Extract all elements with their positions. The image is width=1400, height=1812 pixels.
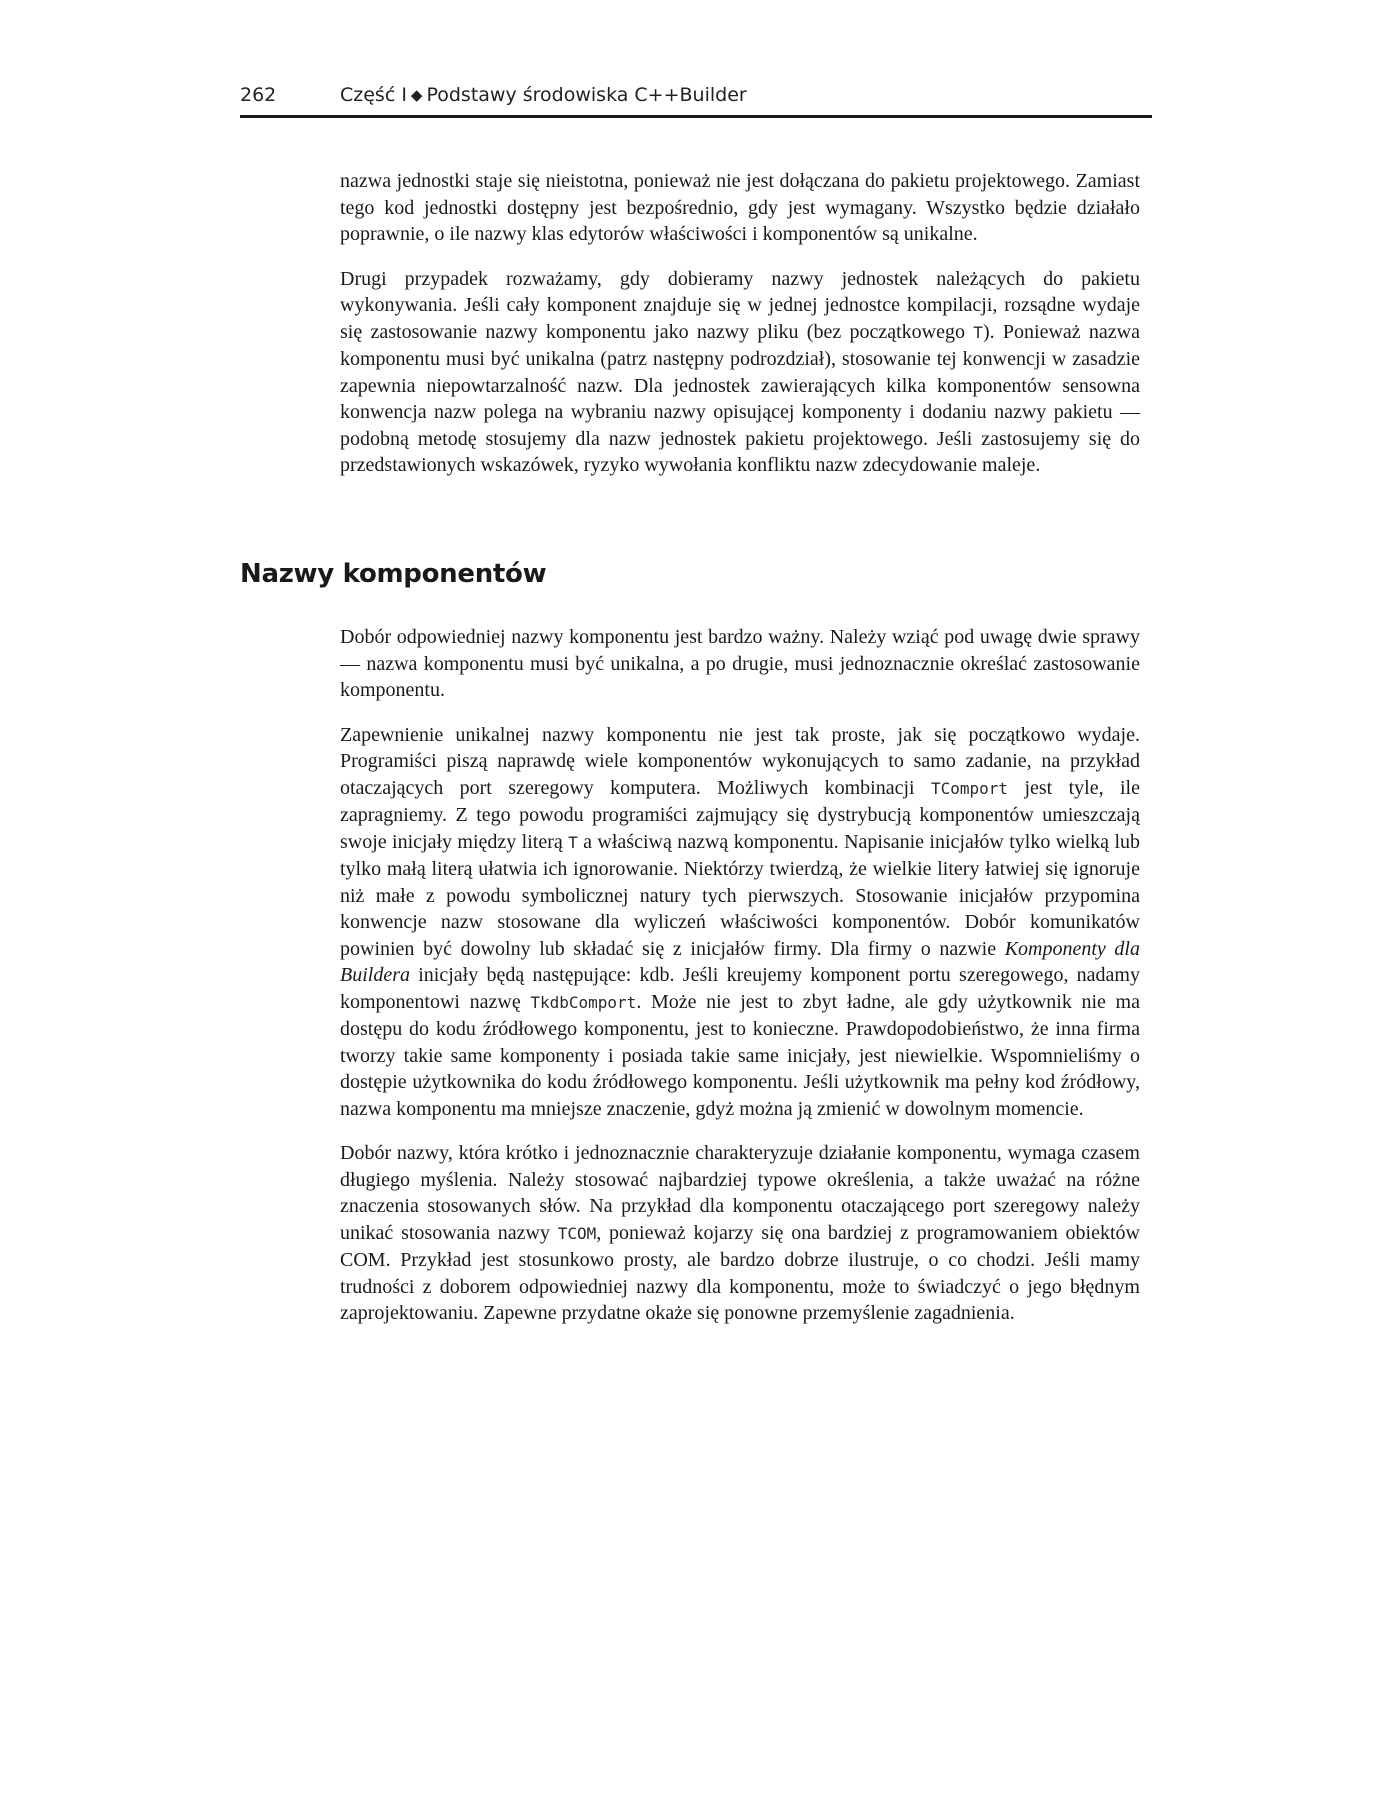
paragraph-2 [340,266,1140,479]
code-t-letter: T [568,832,578,852]
header-rule [240,115,1152,118]
paragraph-4-text-d: inicjały będą następujące: kdb. Jeśli kreujemy komponent portu szeregowego, nadamy komponentowi nazwę [340,964,1140,1013]
paragraph-1 [340,168,1140,248]
paragraph-4-text-a: Zapewnienie unikalnej nazwy komponentu nie jest tak proste, jak się początkowo wydaje. Programiści piszą naprawdę wiele komponentów wykonujących to samo zadanie, na przykład otaczających port szeregowy komputera. Możliwych kombinacji [340,723,1140,799]
paragraph-5 [340,1140,1140,1327]
running-header [240,84,1152,114]
code-tcom: TCOM [557,1223,597,1243]
book-title: Podstawy środowiska C++Builder [426,84,747,106]
paragraph-5-text-a: Dobór nazwy, która krótko i jednoznacznie charakteryzuje działanie komponentu, wymaga czasem długiego myślenia. Należy stosować najbardziej typowe określenia, a także uważać na różne znaczenia stosowanych słów. Na przykład dla komponentu otaczającego port szeregowy należy unikać stosowania nazwy [340,1142,1140,1244]
page-number: 262 [240,84,277,106]
code-t-prefix: T [973,322,983,342]
text-block-section [340,624,1140,1345]
text-block-intro [340,168,1140,497]
paragraph-3-text: Dobór odpowiedniej nazwy komponentu jest bardzo ważny. Należy wziąć pod uwagę dwie sprawy — nazwa komponentu musi być unikalna, a po drugie, musi jednoznacznie określać zastosowanie komponentu. [340,626,1140,701]
paragraph-4 [340,722,1140,1123]
paragraph-2-text-a: Drugi przypadek rozważamy, gdy dobieramy nazwy jednostek należących do pakietu wykonywania. Jeśli cały komponent znajduje się w jednej jednostce kompilacji, rozsądne wydaje się zastosowanie nazwy komponentu jako nazwy pliku (bez początkowego [340,267,1140,343]
diamond-icon: ◆ [410,86,423,104]
paragraph-4-text-e: . Może nie jest to zbyt ładne, ale gdy użytkownik nie ma dostępu do kodu źródłowego komponentu, jest to konieczne. Prawdopodobieństwo, że inna firma tworzy takie same komponenty i posiada takie same inicjały, jest niewielkie. Wspomnieliśmy o dostępie użytkownika do kodu źródłowego komponentu. Jeśli użytkownik ma pełny kod źródłowy, nazwa komponentu ma mniejsze znaczenie, gdyż można ją zmienić w dowolnym momencie. [340,990,1140,1120]
paragraph-3 [340,624,1140,704]
paragraph-4-text-c: a właściwą nazwą komponentu. Napisanie inicjałów tylko wielką lub tylko małą literą ułatwia ich ignorowanie. Niektórzy twierdzą, że wielkie litery łatwiej się ignoruje niż małe z powodu symbolicznej natury tych pierwszych. Stosowanie inicjałów przypomina konwencje nazw stosowane dla wyliczeń właściwości komponentów. Dobór komunikatów powinien być dowolny lub składać się z inicjałów firmy. Dla firmy o nazwie [340,830,1140,960]
paragraph-2-text-b: ). Ponieważ nazwa komponentu musi być unikalna (patrz następny podrozdział), stosowanie tej konwencji w zasadzie zapewnia niepowtarzalność nazw. Dla jednostek zawierających kilka komponentów sensowna konwencja nazw polega na wybraniu nazwy opisującej komponenty i dodaniu nazwy pakietu — podobną metodę stosujemy dla nazw jednostek pakietu projektowego. Jeśli zastosujemy się do przedstawionych wskazówek, ryzyko wywołania konfliktu nazw zdecydowanie maleje. [340,320,1140,476]
section-heading: Nazwy komponentów [240,559,547,589]
code-tkdbcomport: TkdbComport [530,992,637,1012]
paragraph-1-text: nazwa jednostki staje się nieistotna, ponieważ nie jest dołączana do pakietu projektowego. Zamiast tego kod jednostki dostępny jest bezpośrednio, gdy jest wymagany. Wszystko będzie działało poprawnie, o ile nazwy klas edytorów właściwości i komponentów są unikalne. [340,170,1140,245]
company-name-italic: Komponenty dla Buildera [340,937,1140,986]
paragraph-4-text-b: jest tyle, ile zapragniemy. Z tego powodu programiści zajmujący się dystrybucją komponentów umieszczają swoje inicjały między literą [340,776,1140,853]
part-label: Część I [340,84,407,106]
code-tcomport: TComport [930,778,1009,798]
paragraph-5-text-b: , ponieważ kojarzy się ona bardziej z programowaniem obiektów COM. Przykład jest stosunkowo prosty, ale bardzo dobrze ilustruje, o co chodzi. Jeśli mamy trudności z doborem odpowiedniej nazwy dla komponentu, może to świadczyć o jego błędnym zaprojektowaniu. Zapewne przydatne okaże się ponowne przemyślenie zagadnienia. [340,1221,1140,1324]
